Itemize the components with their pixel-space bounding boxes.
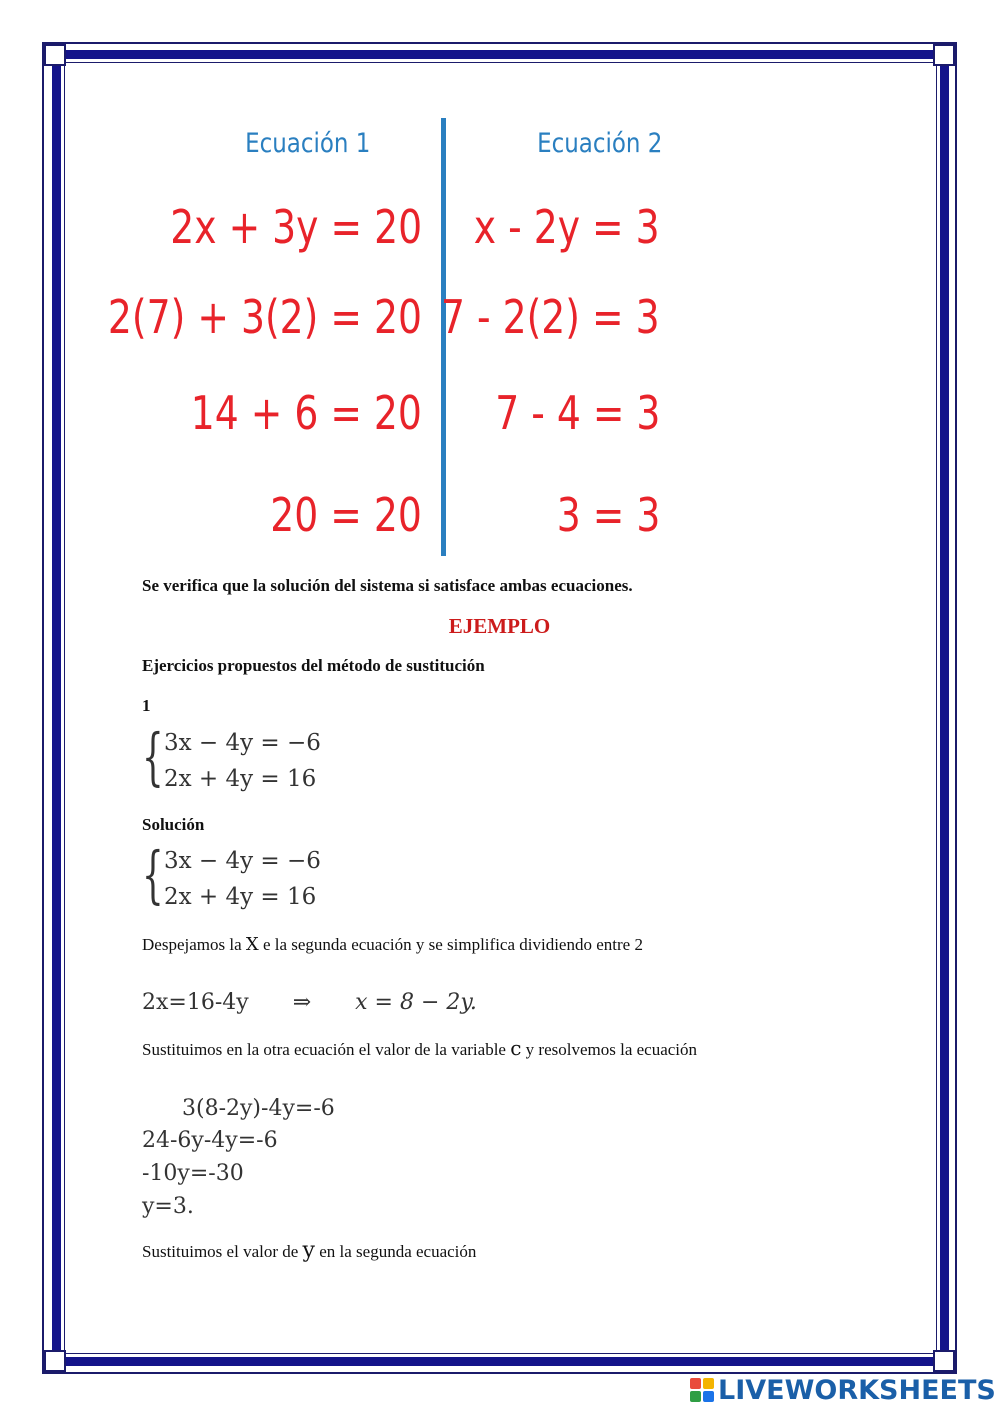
verification-statement: Se verifica que la solución del sistema si satisface ambas ecuaciones. xyxy=(142,576,633,595)
step-2-equation-line: 24-6y-4y=-6 xyxy=(142,1128,278,1153)
logo-squares-icon xyxy=(690,1378,714,1402)
logo-square xyxy=(703,1378,714,1389)
equation-1-header: Ecuación 1 xyxy=(244,128,370,159)
system-equation-2: 2x + 4y = 16 xyxy=(164,766,317,792)
system-equation-2: 2x + 4y = 16 xyxy=(164,884,317,910)
equation-system-solution xyxy=(142,838,362,916)
brace-icon: { xyxy=(142,838,164,911)
equation-verification-figure xyxy=(107,118,680,558)
example-heading: EJEMPLO xyxy=(448,614,551,638)
logo-square xyxy=(690,1378,701,1389)
brace-icon: { xyxy=(142,720,164,793)
step-1-variable: X xyxy=(245,934,259,955)
step-2-text-before: Sustituimos en la otra ecuación el valor de la variable xyxy=(142,1040,511,1059)
equation-2-header: Ecuación 2 xyxy=(536,128,662,159)
equation-1-line: 14 + 6 = 20 xyxy=(190,386,422,440)
frame-corner-bottom-left xyxy=(44,1350,66,1372)
equation-1-line: 20 = 20 xyxy=(270,488,422,542)
step-2-text-after: y resolvemos la ecuación xyxy=(521,1040,698,1059)
step-3-text-before: Sustituimos el valor de xyxy=(142,1242,303,1261)
step-2-variable: c xyxy=(510,1036,522,1060)
solution-heading: Solución xyxy=(142,815,205,834)
logo-square xyxy=(690,1391,701,1402)
equation-system-exercise xyxy=(142,720,362,798)
step-1-equation xyxy=(142,990,477,1015)
frame-corner-top-left xyxy=(44,44,66,66)
step-1-equation-left: 2x=16-4y xyxy=(142,990,249,1015)
step-1-equation-right: x = 8 − 2y. xyxy=(355,990,477,1015)
frame-corner-top-right xyxy=(933,44,955,66)
equation-1-line: 2(7) + 3(2) = 20 xyxy=(107,290,422,344)
logo-square xyxy=(703,1391,714,1402)
equation-1-line: 2x + 3y = 20 xyxy=(170,200,422,254)
step-3-instruction xyxy=(142,1238,476,1263)
step-1-text-after: e la segunda ecuación y se simplifica dividiendo entre 2 xyxy=(258,935,643,954)
system-equation-1: 3x − 4y = −6 xyxy=(164,730,321,756)
step-3-variable: y xyxy=(302,1238,315,1263)
liveworksheets-logo[interactable] xyxy=(690,1374,996,1406)
exercise-number: 1 xyxy=(142,696,151,715)
step-2-equation-line: 3(8-2y)-4y=-6 xyxy=(182,1096,335,1121)
step-2-equation-line: -10y=-30 xyxy=(142,1161,244,1186)
equation-2-line: x - 2y = 3 xyxy=(474,200,660,254)
equation-2-line: 3 = 3 xyxy=(556,488,660,542)
step-3-text-after: en la segunda ecuación xyxy=(314,1242,477,1261)
step-1-instruction xyxy=(142,934,643,955)
equation-2-line: 7 - 4 = 3 xyxy=(494,386,660,440)
logo-text: LIVEWORKSHEETS xyxy=(718,1374,996,1406)
equation-2-line: 7 - 2(2) = 3 xyxy=(441,290,660,344)
step-2-instruction xyxy=(142,1036,697,1060)
implies-arrow-icon: ⇒ xyxy=(292,990,312,1015)
exercises-heading: Ejercicios propuestos del método de sustitución xyxy=(142,656,485,675)
step-1-text-before: Despejamos la xyxy=(142,935,246,954)
frame-corner-bottom-right xyxy=(933,1350,955,1372)
system-equation-1: 3x − 4y = −6 xyxy=(164,848,321,874)
step-2-equation-line: y=3. xyxy=(142,1194,194,1219)
